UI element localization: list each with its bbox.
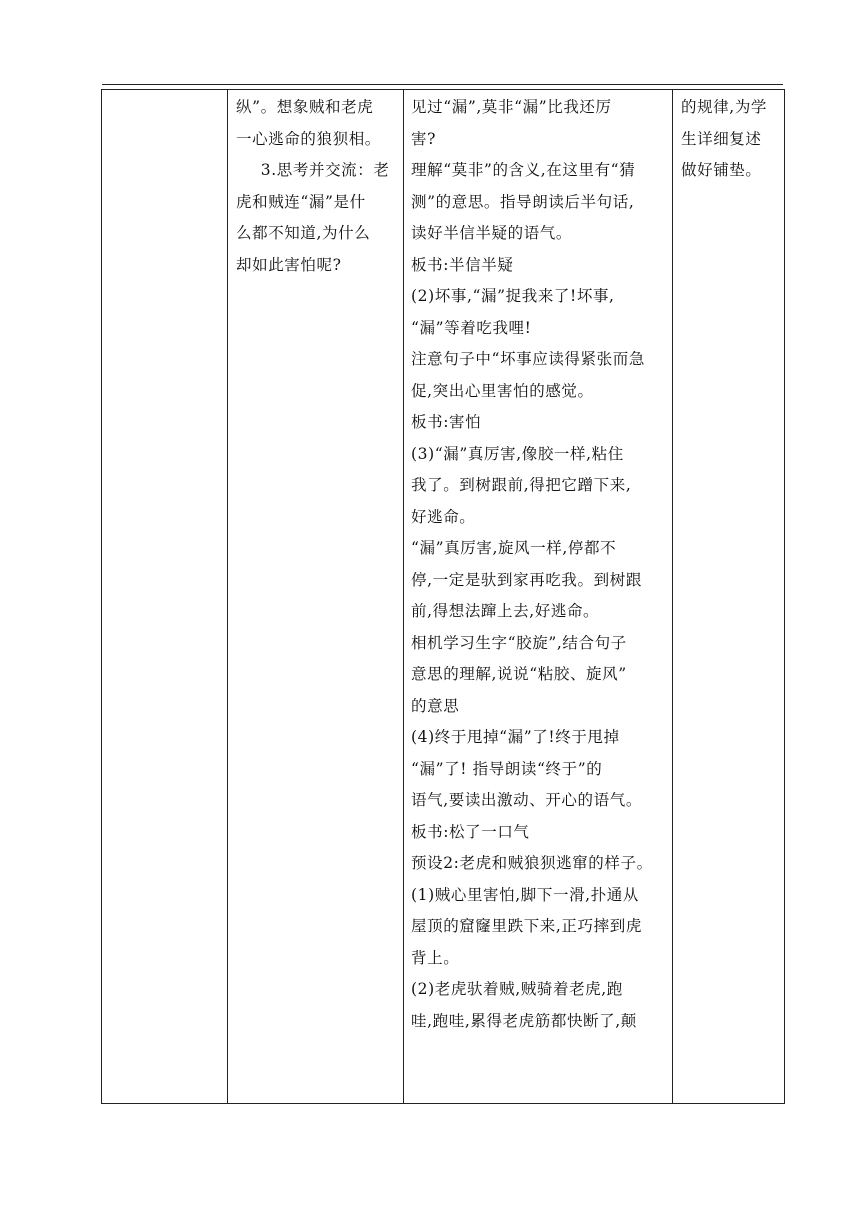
stage-cell: [102, 90, 228, 1104]
text-line: 见过“漏”,莫非“漏”比我还厉: [411, 98, 612, 116]
text-line: 停,一定是驮到家再吃我。到树跟: [411, 570, 642, 589]
text-line: “漏”了! 指导朗读“终于”的: [411, 759, 603, 778]
table-row: [102, 90, 785, 1104]
text-line: 语气,要读出激动、开心的语气。: [411, 791, 642, 809]
text-line: (1)贼心里害怕,脚下一滑,扑通从: [411, 885, 640, 904]
text-line: 好逃命。: [411, 507, 476, 526]
text-line: (4)终于甩掉“漏”了!终于甩掉: [411, 728, 620, 746]
text-line: 却如此害怕呢?: [236, 255, 342, 274]
text-line: 测”的意思。指导朗读后半句话,: [411, 192, 635, 211]
text-line: 的意思: [411, 696, 460, 715]
text-line: 意思的理解,说说“粘胶、旋风”: [411, 665, 627, 683]
text-line: 促,突出心里害怕的感觉。: [411, 381, 594, 400]
text-line: 生详细复述: [681, 129, 762, 148]
text-line: 害?: [411, 129, 437, 148]
text-line: 的规律,为学: [681, 98, 768, 116]
text-line: 板书:松了一口气: [411, 822, 530, 841]
text-line: 么都不知道,为什么: [236, 224, 371, 242]
text-line: 读好半信半疑的语气。: [411, 224, 573, 242]
text-line: 注意句子中“坏事应读得紧张而急: [411, 350, 645, 368]
text-line: 板书:半信半疑: [411, 255, 514, 274]
text-line: (2)老虎驮着贼,贼骑着老虎,跑: [411, 980, 623, 998]
text-line: 一心逃命的狼狈相。: [236, 129, 381, 148]
text-line: 虎和贼连“漏”是什: [236, 192, 366, 211]
text-line: 理解“莫非”的含义,在这里有“猜: [411, 161, 636, 179]
student-activity-cell: [404, 90, 673, 1104]
lesson-plan-table: [101, 89, 785, 1104]
text-line: (2)坏事,“漏”捉我来了!坏事,: [411, 287, 615, 305]
text-line: (3)“漏”真厉害,像胶一样,粘住: [411, 444, 624, 463]
text-line: 预设2:老虎和贼狼狈逃窜的样子。: [411, 854, 653, 872]
text-line: 做好铺垫。: [681, 161, 762, 179]
text-line: 前,得想法蹿上去,好逃命。: [411, 602, 600, 620]
text-line: 我了。到树跟前,得把它蹭下来,: [411, 476, 632, 494]
text-line: 板书:害怕: [411, 413, 482, 431]
design-intent-cell: [673, 90, 785, 1104]
text-line: “漏”等着吃我哩!: [411, 318, 532, 337]
text-line: 相机学习生字“胶旋”,结合句子: [411, 633, 627, 652]
teacher-activity-cell: [228, 90, 404, 1104]
header-rule: [102, 84, 783, 85]
text-line: 屋顶的窟窿里跌下来,正巧摔到虎: [411, 917, 642, 935]
text-line: 哇,跑哇,累得老虎筋都快断了,颠: [411, 1011, 637, 1030]
text-line: 纵”。想象贼和老虎: [236, 98, 374, 116]
text-line: “漏”真厉害,旋风一样,停都不: [411, 539, 617, 557]
text-line: 3.思考并交流：老: [260, 161, 390, 179]
text-line: 背上。: [411, 948, 460, 967]
